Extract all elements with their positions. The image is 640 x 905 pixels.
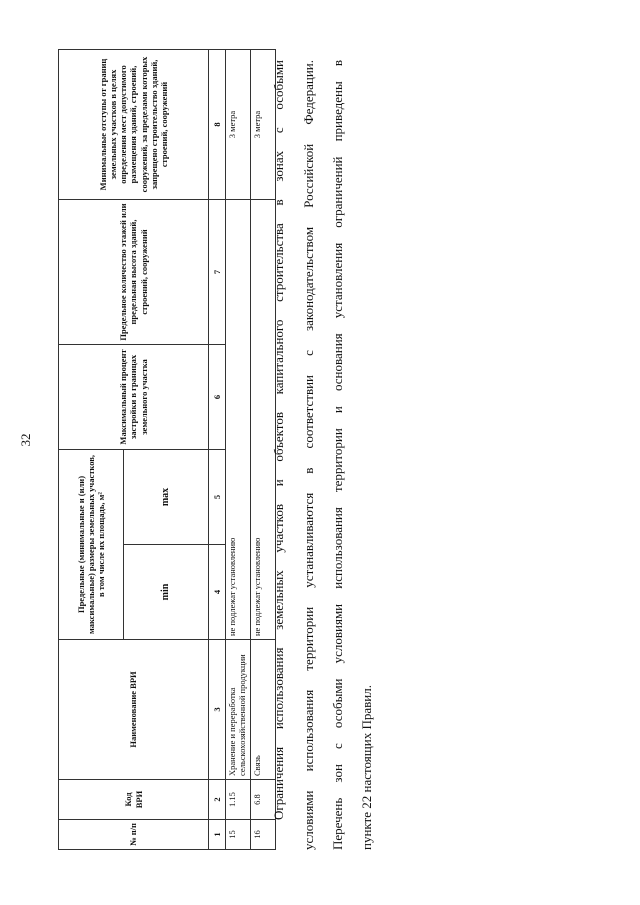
col-number: 1 (209, 820, 226, 850)
row-name: Связь (251, 640, 276, 780)
row-num: 15 (226, 820, 251, 850)
page-number: 32 (18, 433, 33, 447)
header-row-1 (59, 50, 124, 850)
col-number: 5 (209, 450, 226, 545)
header-setbacks: Минимальные отступы от границ земельных участков в целях определения мест допустимого размещения зданий, строений, сооружений, за пределами которых запрещено строительство зданий, строений, сооружений (59, 50, 209, 200)
row-setback: 3 метра (226, 50, 251, 200)
paragraph-line: Ограничения использования земельных участков и объектов капитального строительства в зонах с особыми (271, 60, 286, 820)
header-code: Код ВРИ (59, 780, 209, 820)
row-name: Хранение и переработка сельскохозяйственной продукции (226, 640, 251, 780)
col-number: 6 (209, 345, 226, 450)
header-num: № п/п (59, 820, 209, 850)
row-not-subject: не подлежат установлению (251, 200, 276, 640)
row-code: 6.8 (251, 780, 276, 820)
paragraph-line: пункте 22 настоящих Правил. (359, 685, 374, 850)
row-setback: 3 метра (251, 50, 276, 200)
col-number: 4 (209, 545, 226, 640)
col-number: 2 (209, 780, 226, 820)
col-number: 7 (209, 200, 226, 345)
column-numbers-row (209, 50, 226, 850)
row-not-subject: не подлежат установлению (226, 200, 251, 640)
paragraph-line: условиями использования территории устанавливаются в соответствии с законодательством Российской Федерации. (301, 60, 316, 850)
row-num: 16 (251, 820, 276, 850)
header-max: max (124, 450, 209, 545)
col-number: 3 (209, 640, 226, 780)
paragraph-line: Перечень зон с особыми условиями использования территории и основания установления ограничений приведены в (330, 60, 345, 850)
header-sizes-group: Предельные (минимальные и (или) максимальные) размеры земельных участков, в том числе их площадь, м² (59, 450, 124, 640)
header-name: Наименование ВРИ (59, 640, 209, 780)
row-code: 1.15 (226, 780, 251, 820)
regulations-table (58, 49, 276, 850)
header-min: min (124, 545, 209, 640)
header-percent: Максимальный процент застройки в границах земельного участка (59, 345, 209, 450)
col-number: 8 (209, 50, 226, 200)
table-row (226, 50, 251, 850)
header-floors: Предельное количество этажей или предельная высота зданий, строений, сооружений (59, 200, 209, 345)
